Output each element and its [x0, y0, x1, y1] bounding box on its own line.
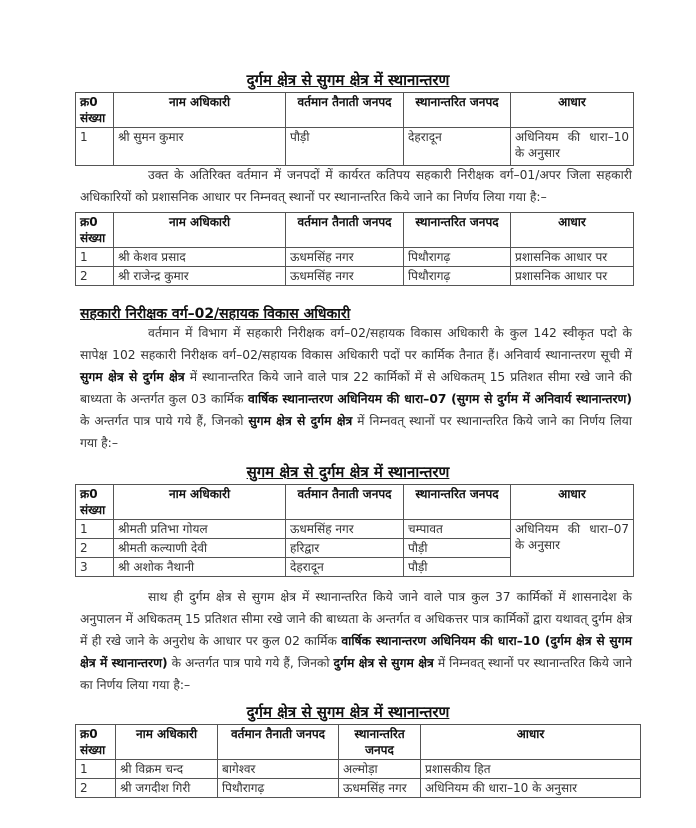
col-current-district: वर्तमान तैनाती जनपद [286, 485, 404, 520]
col-transferred-district: स्थानान्तरित जनपद [404, 485, 511, 520]
cell-name: श्री विक्रम चन्द [116, 760, 218, 779]
cell-transferred: पिथौरागढ़ [404, 267, 511, 286]
cell-name: श्रीमती कल्याणी देवी [114, 539, 286, 558]
table-row [76, 128, 634, 166]
paragraph-2-text: वर्तमान में विभाग में सहकारी निरीक्षक वर्ग–02/सहायक विकास अधिकारी के कुल 142 स्वीकृत पदो के सापेक्ष 102 सहकारी निरीक्षक वर्ग–02/सहायक विकास अधिकारी पदों पर कार्मिक तैनात हैं। अनिवार्य स्थानान्तरण सूची में [80, 326, 632, 362]
paragraph-3 [80, 586, 632, 696]
paragraph-2-bold: सुगम क्षेत्र से दुर्गम क्षेत्र [80, 370, 185, 384]
cell-serial: 1 [76, 128, 114, 166]
table-header [76, 485, 634, 520]
col-transferred-district: स्थानान्तरित जनपद [404, 93, 511, 128]
paragraph-2-bold: सुगम क्षेत्र से दुर्गम क्षेत्र [248, 414, 353, 428]
col-basis: आधार [511, 485, 634, 520]
paragraph-2-text: में स्थानान्तरित किये जाने वाले पात्र 22 कार्मिकों में से अधिकतम् 15 प्रतिशत सीमा रखे जाने की बाध्यता के अन्तर्गत कुल 03 कार्मिक [80, 370, 632, 406]
cell-name: श्रीमती प्रतिभा गोयल [114, 520, 286, 539]
col-name: नाम अधिकारी [114, 485, 286, 520]
cell-transferred: ऊधमसिंह नगर [339, 779, 421, 798]
col-name: नाम अधिकारी [114, 213, 286, 248]
table-row [76, 267, 634, 286]
col-name: नाम अधिकारी [114, 93, 286, 128]
cell-serial: 2 [76, 267, 114, 286]
col-basis: आधार [421, 725, 641, 760]
cell-basis: अधिनियम की धारा–10 के अनुसार [511, 128, 634, 166]
col-basis: आधार [511, 213, 634, 248]
section1-title: दुर्गम क्षेत्र से सुगम क्षेत्र में स्थानान्तरण [246, 71, 450, 89]
cell-current: पौड़ी [286, 128, 404, 166]
cell-current: ऊधमसिंह नगर [286, 248, 404, 267]
table-section2 [75, 212, 634, 286]
col-basis: आधार [511, 93, 634, 128]
cell-current: पिथौरागढ़ [218, 779, 339, 798]
cell-name: श्री राजेन्द्र कुमार [114, 267, 286, 286]
table-section4 [75, 724, 641, 798]
paragraph-3-text: के अन्तर्गत पात्र पाये गये हैं, जिनको [167, 656, 334, 670]
paragraph-2-bold: वार्षिक स्थानान्तरण अधिनियम की धारा–07 (सुगम से दुर्गम में अनिवार्य स्थानान्तरण) [247, 392, 632, 406]
col-current-district: वर्तमान तैनाती जनपद [218, 725, 339, 760]
cell-transferred: अल्मोड़ा [339, 760, 421, 779]
col-serial: क्र0 संख्या [76, 485, 114, 520]
cell-basis: अधिनियम की धारा–10 के अनुसार [421, 779, 641, 798]
cell-basis: प्रशासनिक आधार पर [511, 267, 634, 286]
table-row [76, 520, 634, 539]
cell-serial: 2 [76, 539, 114, 558]
col-transferred-district: स्थानान्तरित जनपद [339, 725, 421, 760]
cell-current: बागेश्वर [218, 760, 339, 779]
cell-basis: प्रशासनिक आधार पर [511, 248, 634, 267]
table-header [76, 213, 634, 248]
table-header [76, 725, 641, 760]
cell-serial: 2 [76, 779, 116, 798]
cell-serial: 1 [76, 760, 116, 779]
table-row [76, 779, 641, 798]
cell-current: ऊधमसिंह नगर [286, 520, 404, 539]
cell-name: श्री सुमन कुमार [114, 128, 286, 166]
cell-basis-merged: अधिनियम की धारा–07 के अनुसार [511, 520, 634, 577]
paragraph-3-text: साथ ही दुर्गम क्षेत्र से सुगम क्षेत्र में स्थानान्तरित किये जाने वाले पात्र कुल 37 कार्मिकों में शासनादेश के अनुपालन में अधिकतम् 15 प्रतिशत सीमा रखे जाने की बाध्यता के अन्तर्गत व अधिकत्तर पात्र कार्मिकों द्वारा यथावत् दुर्गम क्षेत्र में ही रखे जाने के अनुरोध के आधार पर कुल 02 कार्मिक [80, 590, 632, 648]
cell-serial: 1 [76, 520, 114, 539]
paragraph-2 [80, 322, 632, 454]
cell-serial: 3 [76, 558, 114, 577]
cell-current: ऊधमसिंह नगर [286, 267, 404, 286]
col-serial: क्र0 संख्या [76, 725, 116, 760]
paragraph-3-text: में निम्नवत् स्थानों पर स्थानान्तरित किये जाने का निर्णय लिया गया है:– [80, 656, 632, 692]
col-serial: क्र0 संख्या [76, 213, 114, 248]
paragraph-1-text: उक्त के अतिरिक्त वर्तमान में जनपदों में कार्यरत कतिपय सहकारी निरीक्षक वर्ग–01/अपर जिला सहकारी अधिकारियों को प्रशासनिक आधार पर निम्नवत् स्थानों पर स्थानान्तरित किये जाने का निर्णय लिया गया है:– [80, 168, 632, 204]
cell-name: श्री केशव प्रसाद [114, 248, 286, 267]
paragraph-1 [80, 164, 632, 208]
table-section3 [75, 484, 634, 577]
paragraph-3-bold: दुर्गम क्षेत्र से सुगम क्षेत्र [333, 656, 434, 670]
paragraph-3-bold: वार्षिक स्थानान्तरण अधिनियम की धारा–10 (दुर्गम क्षेत्र से सुगम क्षेत्र में स्थानान्तरण) [80, 634, 632, 670]
cell-current: हरिद्वार [286, 539, 404, 558]
table-section1 [75, 92, 634, 166]
cell-transferred: देहरादून [404, 128, 511, 166]
col-transferred-district: स्थानान्तरित जनपद [404, 213, 511, 248]
table-header [76, 93, 634, 128]
cell-serial: 1 [76, 248, 114, 267]
cell-transferred: चम्पावत [404, 520, 511, 539]
col-current-district: वर्तमान तैनाती जनपद [286, 213, 404, 248]
table-row [76, 760, 641, 779]
cell-current: देहरादून [286, 558, 404, 577]
cell-transferred: पौड़ी [404, 539, 511, 558]
section-heading-inspector-grade2: सहकारी निरीक्षक वर्ग–02/सहायक विकास अधिकारी [80, 306, 351, 322]
paragraph-2-text: में निम्नवत् स्थानों पर स्थानान्तरित किये जाने का निर्णय लिया गया है:– [80, 414, 632, 450]
col-name: नाम अधिकारी [116, 725, 218, 760]
cell-name: श्री जगदीश गिरी [116, 779, 218, 798]
cell-name: श्री अशोक नैथानी [114, 558, 286, 577]
cell-transferred: पौड़ी [404, 558, 511, 577]
section3-title: सुगम क्षेत्र से दुर्गम क्षेत्र में स्थानान्तरण [246, 463, 450, 481]
section4-title: दुर्गम क्षेत्र से सुगम क्षेत्र में स्थानान्तरण [246, 703, 450, 721]
cell-basis: प्रशासकीय हित [421, 760, 641, 779]
col-serial: क्र0 संख्या [76, 93, 114, 128]
table-row [76, 248, 634, 267]
cell-transferred: पिथौरागढ़ [404, 248, 511, 267]
paragraph-2-text: के अन्तर्गत पात्र पाये गये हैं, जिनको [80, 414, 249, 428]
col-current-district: वर्तमान तैनाती जनपद [286, 93, 404, 128]
